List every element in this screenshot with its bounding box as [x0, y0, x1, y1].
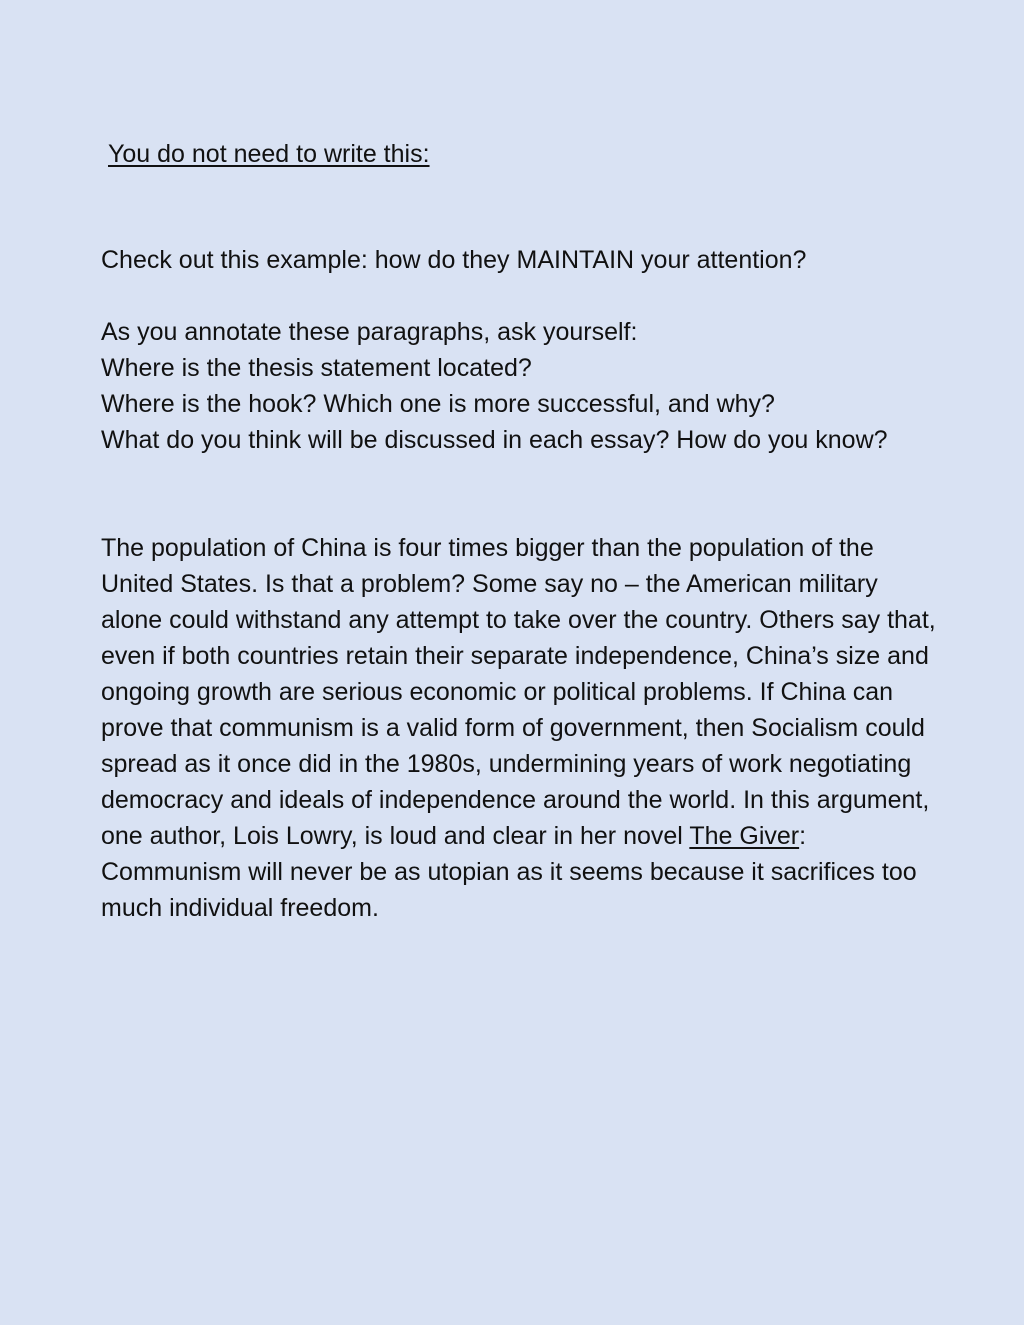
paragraph-text-after-title: : Communism will never be as utopian as it seems because it sacrifices too much individual freedom. [101, 822, 917, 922]
instruction-heading: You do not need to write this: [108, 140, 430, 168]
annotation-questions [101, 314, 961, 458]
question-hook: Where is the hook? Which one is more successful, and why? [101, 390, 775, 418]
question-intro: As you annotate these paragraphs, ask yourself: [101, 318, 638, 346]
example-paragraph [101, 530, 941, 926]
paragraph-text-before-title: The population of China is four times bigger than the population of the United States. Is that a problem? Some say no – the American military alone could withstand any attempt to take over the country. Others say that, even if both countries retain their separate independence, China’s size and ongoing growth are serious economic or political problems. If China can prove that communism is a valid form of government, then Socialism could spread as it once did in the 1980s, undermining years of work negotiating democracy and ideals of independence around the world. In this argument, one author, Lois Lowry, is loud and clear in her novel [101, 534, 936, 850]
example-prompt: Check out this example: how do they MAINTAIN your attention? [101, 246, 807, 274]
question-discussion: What do you think will be discussed in each essay? How do you know? [101, 426, 888, 454]
document-page [101, 136, 961, 926]
question-thesis: Where is the thesis statement located? [101, 354, 532, 382]
novel-title: The Giver [689, 822, 800, 850]
